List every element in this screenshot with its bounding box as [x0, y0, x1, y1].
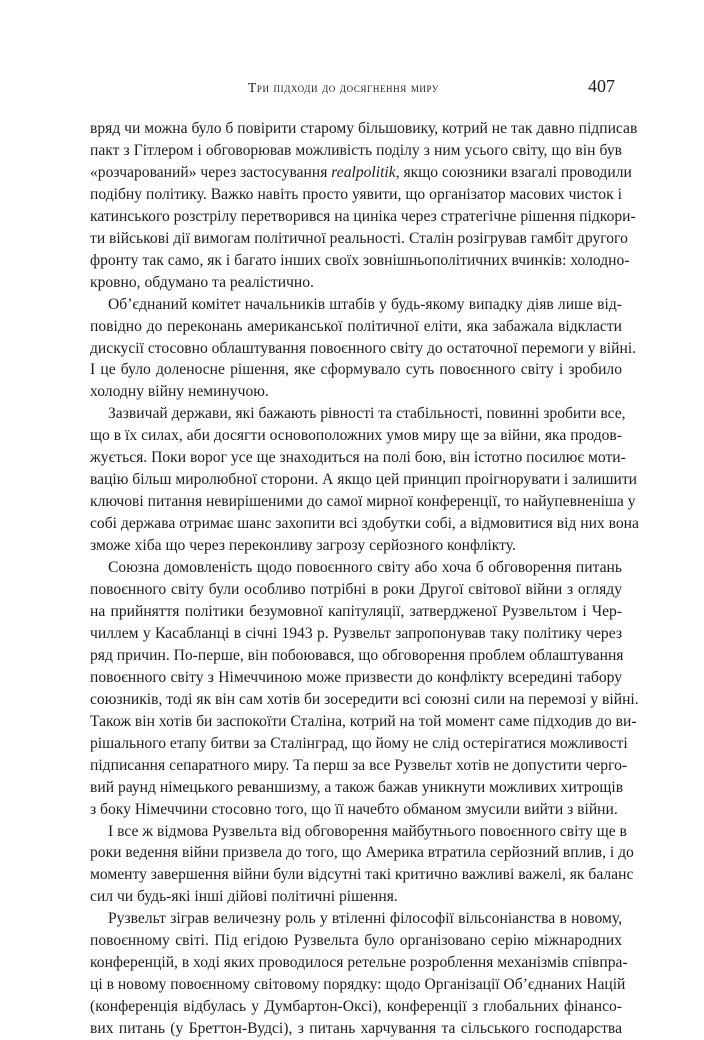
text-line: вряд чи можна було б повірити старому більшовику, котрий не так давно підписав: [90, 120, 638, 137]
text-line: підписання сепаратного миру. Та перш за все Рузвельт хотів не допустити черго-: [90, 756, 628, 774]
text-line: рішального етапу битви за Сталінград, що йому не слід остерігатися можливості: [90, 734, 628, 752]
paragraph: [90, 557, 639, 820]
text-line: повоєнного світу з Німеччиною може призвести до конфлікту всередині табору: [90, 668, 622, 686]
text-line: собі держава отримає шанс захопити всі здобутки собі, а відмовитися від них вона: [90, 515, 639, 533]
text-line: повоєнному світі. Під егідою Рузвельта було організовано серію міжнародних: [90, 932, 622, 950]
text-line: ці в новому повоєнному світовому порядку: щодо Організації Об’єднаних Націй: [90, 976, 626, 994]
text-line: подібну політику. Важко навіть просто уявити, що організатор масових чисток і: [90, 185, 622, 203]
text-line: сил чи будь-які інші дійові політичні рішення.: [90, 888, 398, 906]
text-line: з боку Німеччини стосовно того, що її начебто обманом змусили вийти з війни.: [90, 800, 618, 818]
text-line: що в їх силах, аби досягти основоположних умов миру ще за війни, яка продов-: [90, 427, 622, 445]
italic-term: realpolitik: [331, 163, 396, 181]
text-line: ключові питання невирішеними до самої мирної конференції, то найупевненіша у: [90, 493, 636, 511]
text-line: повідно до переконань американської політичної еліти, яка забажала відкласти: [90, 317, 622, 335]
text-line: Також він хотів би заспокоїти Сталіна, котрий на той момент саме підходив до ви-: [90, 712, 637, 730]
text-line: вих питань (у Бреттон-Вудсі), з питань харчування та сільського господарства: [90, 1020, 622, 1038]
text-line: фронту так само, як і багато інших своїх зовнішньополітичних вчинків: холодно-: [90, 251, 630, 269]
text-line: вий раунд німецького реваншизму, а також бажав уникнути можливих хитрощів: [90, 778, 624, 796]
text-line: роки ведення війни призвела до того, що Америка втратила серйозний вплив, і до: [90, 844, 634, 862]
text-line: І все ж відмова Рузвельта від обговорення майбутнього повоєнного світу ще в: [108, 822, 627, 840]
running-header: [0, 76, 704, 100]
text-line: Зазвичай держави, які бажають рівності та стабільності, повинні зробити все,: [108, 405, 626, 423]
text-line: (конференція відбулась у Думбартон-Оксі), конференції з глобальних фінансо-: [90, 998, 622, 1016]
text-line: кровно, обдумано та реалістично.: [90, 273, 314, 291]
paragraph: [90, 908, 628, 1040]
text-line: І це було доленосне рішення, яке сформувало суть повоєнного світу і зробило: [90, 361, 622, 379]
text-line: жується. Поки ворог усе ще знаходиться на полі бою, він істотно посилює моти-: [90, 449, 626, 467]
page-number: 407: [588, 76, 615, 96]
text-line: чиллем у Касабланці в січні 1943 р. Рузвельт запропонував таку політику через: [90, 624, 622, 642]
text-line: пакт з Гітлером і обговорював можливість поділу з ним усього світу, що він був: [90, 141, 622, 159]
text-line: катинського розстрілу перетворився на циніка через стратегічне рішення підкори-: [90, 207, 636, 225]
paragraph: [90, 821, 634, 909]
text-line: Об’єднаний комітет начальників штабів у будь-якому випадку діяв лише від-: [108, 295, 622, 313]
text-line: дискусії стосовно облаштування повоєнного світу до остаточної перемоги у війні.: [90, 339, 637, 357]
text-line: ти військові дії вимогам політичної реальності. Сталін розігрував гамбіт другого: [90, 229, 628, 247]
text-line: «розчарований» через застосування realpolitik, якщо союзники взагалі проводили: [90, 163, 632, 181]
text-line: Союзна домовленість щодо повоєнного світу або хоча б обговорення питань: [108, 559, 622, 577]
text-line: ряд причин. По-перше, він побоювався, що обговорення проблем облаштування: [90, 646, 624, 664]
paragraph: [90, 118, 638, 294]
text-line: повоєнного світу були особливо потрібні в роки Другої світової війни з огляду: [90, 581, 622, 599]
text-line: Рузвельт зіграв величезну роль у втіленні філософії вільсоніанства в новому,: [108, 910, 622, 928]
text-line: зможе хіба що через переконливу загрозу серйозного конфлікту.: [90, 537, 516, 555]
paragraph: [90, 294, 637, 404]
text-line: союзників, тоді як він сам хотів би зосередити всі союзні сили на перемозі у війні.: [90, 690, 639, 708]
body-text: [90, 118, 639, 1040]
text-line: моменту завершення війни були відсутні такі критично важливі важелі, як баланс: [90, 866, 634, 884]
text-line: вацію більш миролюбної сторони. А якщо цей принцип проігнорувати і залишити: [90, 471, 638, 489]
paragraph: [90, 403, 639, 557]
running-title: Три підходи до досягнення миру: [248, 80, 439, 95]
text-line: на прийняття політики безумовної капітуляції, затвердженої Рузвельтом і Чер-: [90, 602, 622, 620]
text-line: конференцій, в ході яких проводилося ретельне розроблення механізмів співпра-: [90, 954, 628, 972]
text-line: холодну війну неминучою.: [90, 383, 269, 401]
